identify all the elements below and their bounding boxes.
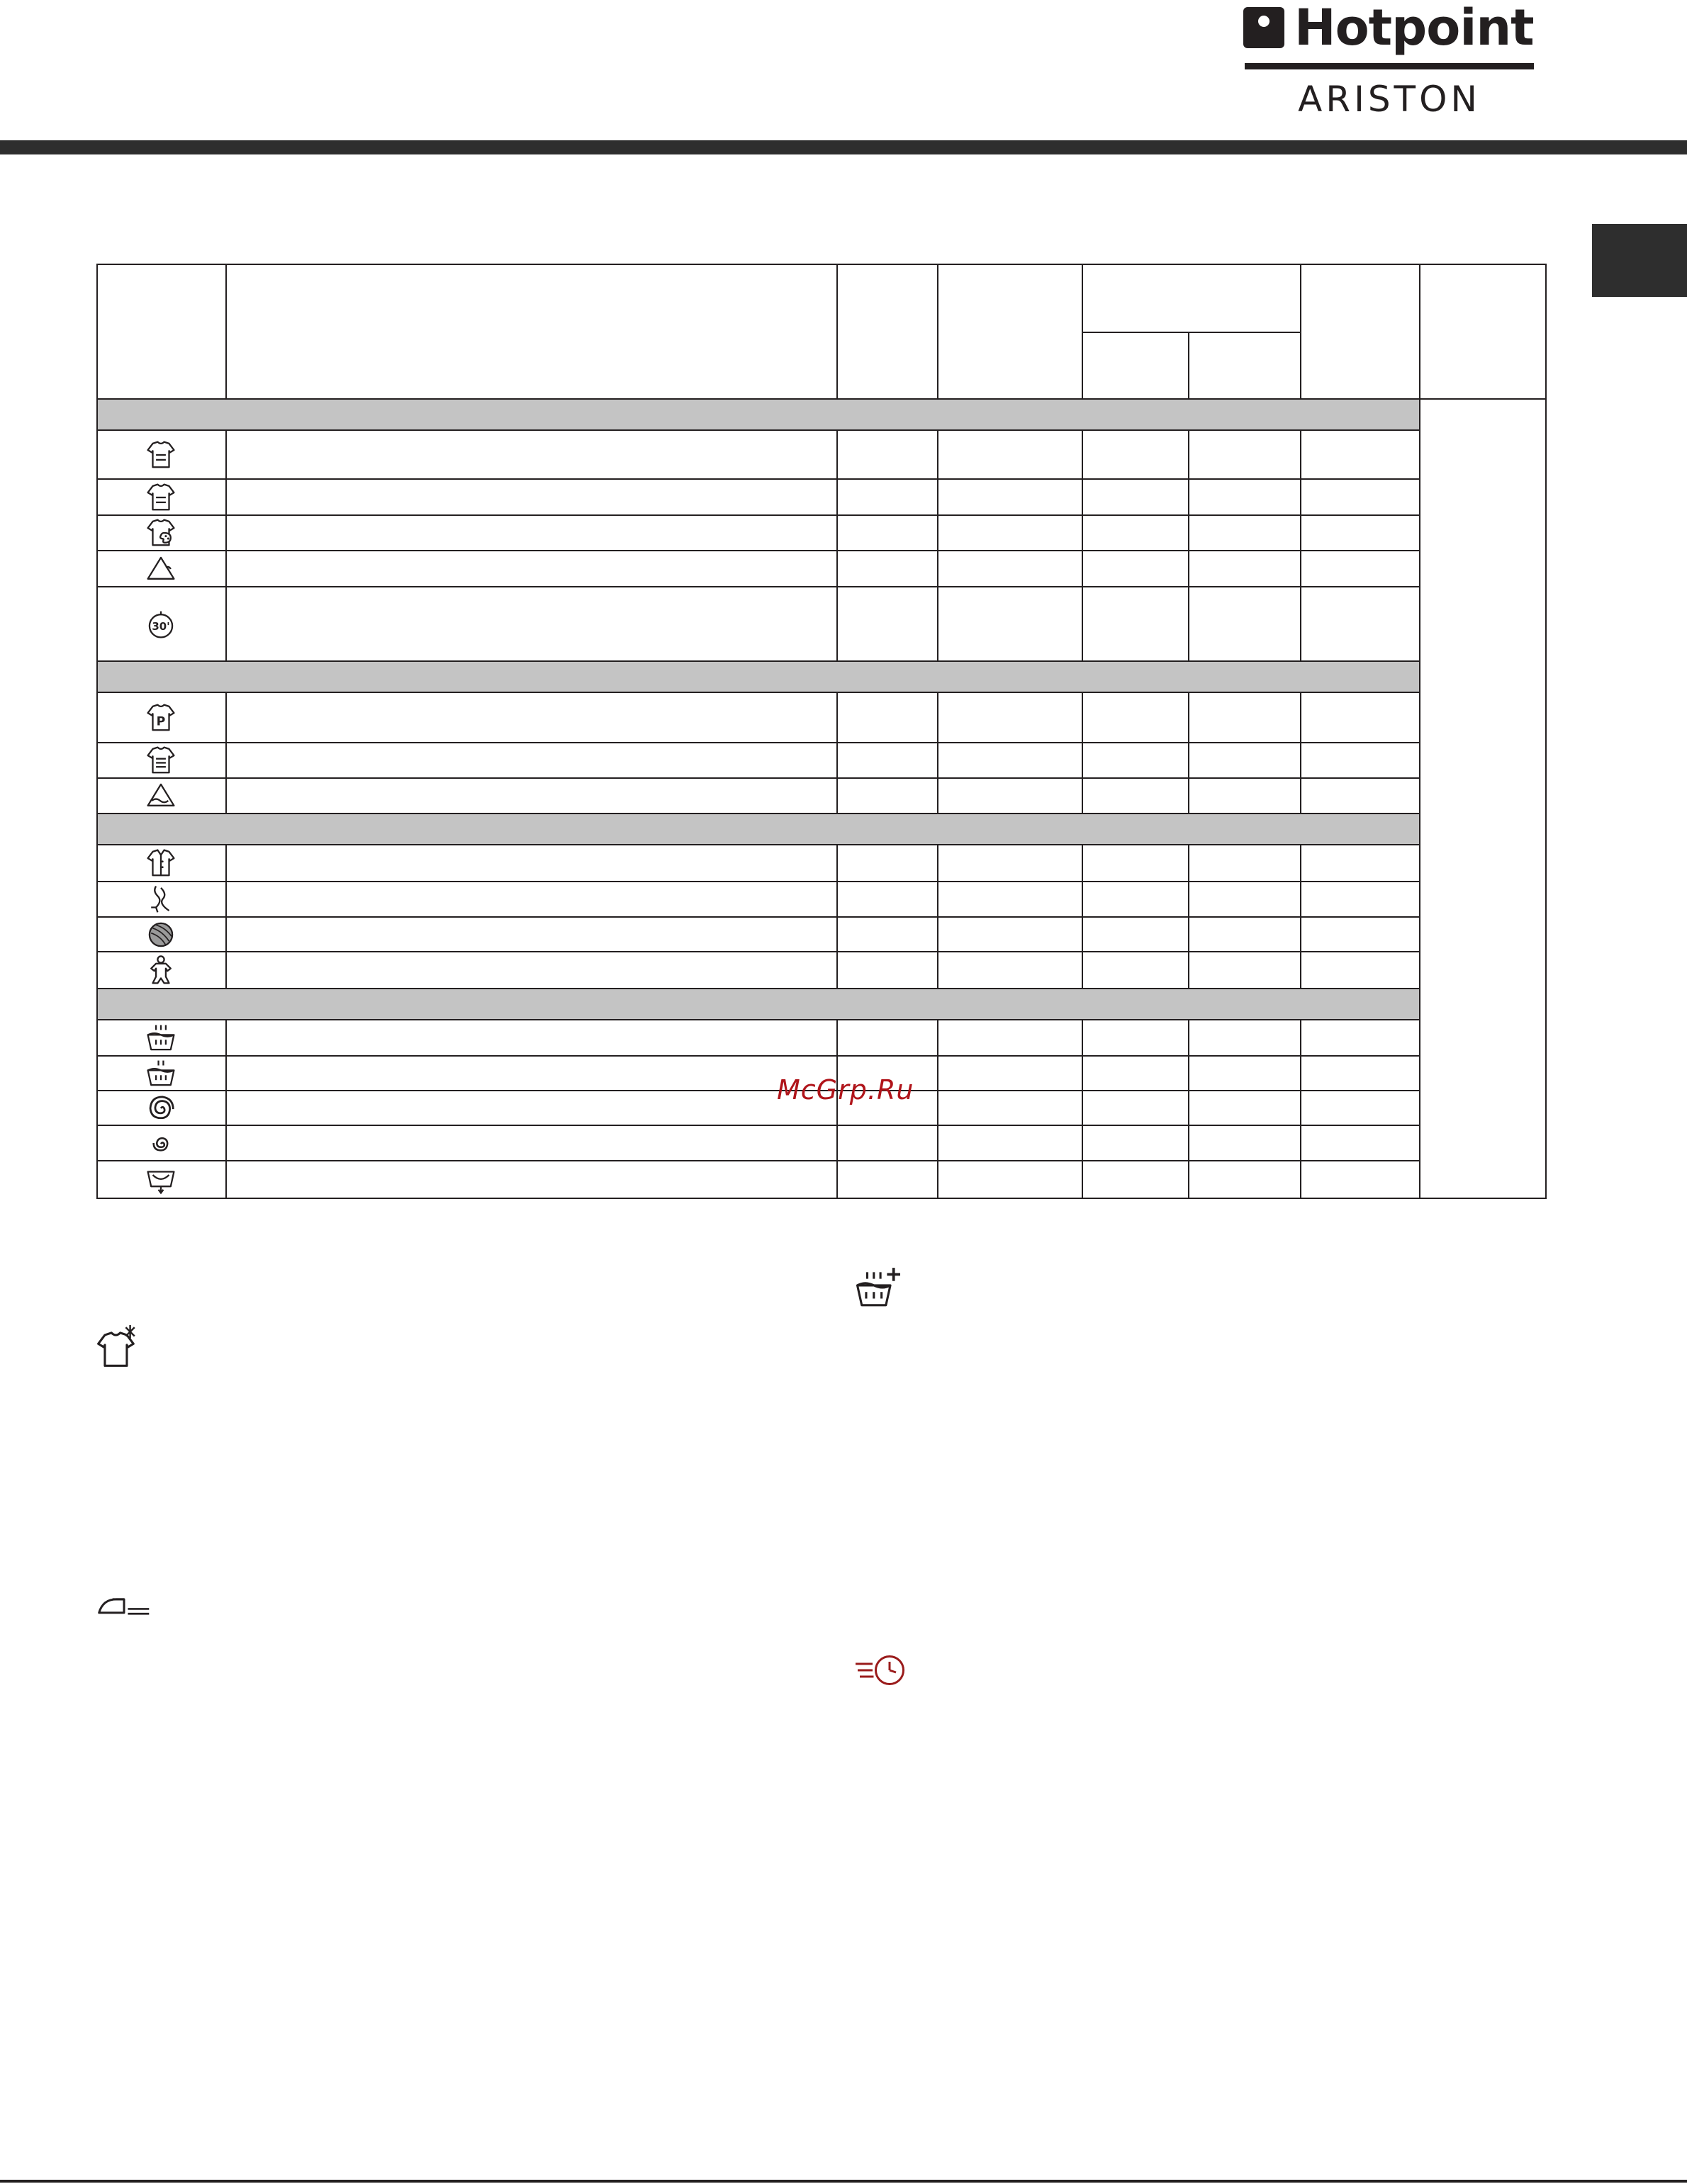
row-rule xyxy=(96,1019,1419,1020)
language-tab xyxy=(1592,224,1687,297)
table-row xyxy=(96,693,225,742)
col-rule xyxy=(1188,1019,1189,1199)
section-band-2 xyxy=(96,662,1419,692)
col-rule xyxy=(937,844,938,989)
col-rule xyxy=(225,264,227,400)
col-rule xyxy=(836,429,838,662)
row-rule xyxy=(96,777,1419,779)
header-bar xyxy=(0,140,1687,154)
tshirt-sparkle-icon xyxy=(95,1325,139,1369)
table-row xyxy=(96,1161,225,1198)
triangle-delicate-icon xyxy=(145,553,177,585)
col-rule xyxy=(1082,429,1083,662)
table-row xyxy=(96,952,225,988)
col-rule xyxy=(1082,844,1083,989)
row-rule xyxy=(96,478,1419,480)
logo-divider xyxy=(1245,63,1534,69)
table-row xyxy=(96,1091,225,1125)
row-rule xyxy=(96,844,1419,845)
row-rule xyxy=(96,514,1419,516)
col-rule xyxy=(1300,1019,1301,1199)
logo-subname: ARISTON xyxy=(1298,79,1481,120)
col-rule xyxy=(1300,692,1301,814)
col-rule xyxy=(1300,264,1301,400)
row-rule xyxy=(96,1125,1419,1126)
section-band-3 xyxy=(96,814,1419,844)
col-rule xyxy=(1188,692,1189,814)
col-rule xyxy=(836,1019,838,1199)
tshirt-lines-icon xyxy=(145,439,177,471)
col-rule xyxy=(937,429,938,662)
table-row xyxy=(96,431,225,478)
table-row xyxy=(96,1126,225,1160)
row-rule xyxy=(96,988,1419,989)
footer-rule xyxy=(0,2180,1687,2183)
col-rule xyxy=(937,264,938,400)
brand-logo xyxy=(1243,0,1535,122)
header-sub-rule xyxy=(1082,332,1300,333)
col-rule xyxy=(225,429,227,662)
table-row xyxy=(96,587,225,660)
row-rule xyxy=(96,742,1419,743)
col-rule xyxy=(1188,332,1189,400)
col-rule xyxy=(1545,264,1547,1199)
table-row xyxy=(96,779,225,813)
row-rule xyxy=(96,916,1419,918)
table-row xyxy=(96,1020,225,1055)
logo-mark xyxy=(1243,7,1284,48)
rinse-basin-light-icon xyxy=(145,1057,177,1090)
drain-icon xyxy=(145,1164,177,1196)
col-rule xyxy=(1082,264,1083,400)
header-bottom-rule xyxy=(96,398,1547,400)
section-band-1 xyxy=(96,400,1419,429)
row-rule xyxy=(96,586,1419,587)
section-band-4 xyxy=(96,989,1419,1019)
silk-scarf-icon xyxy=(145,883,177,916)
logo-top xyxy=(1243,0,1534,55)
tshirt-p-icon xyxy=(145,702,177,734)
table-row xyxy=(96,918,225,951)
row-rule xyxy=(96,550,1419,551)
rinse-basin-icon xyxy=(145,1022,177,1054)
col-rule xyxy=(1188,844,1189,989)
clock-speed-icon xyxy=(853,1651,909,1689)
row-rule xyxy=(96,1090,1419,1091)
col-rule xyxy=(225,692,227,814)
row-rule xyxy=(96,813,1419,814)
col-rule xyxy=(836,264,838,400)
svg-text:30': 30' xyxy=(152,619,170,633)
col-rule xyxy=(937,1019,938,1199)
tshirt-lines-icon xyxy=(145,481,177,514)
col-rule xyxy=(1300,429,1301,662)
row-rule xyxy=(96,881,1419,882)
table-border-top xyxy=(96,264,1547,265)
tshirt-three-lines-icon xyxy=(145,744,177,777)
table-border-bottom xyxy=(96,1198,1547,1199)
shirt-icon xyxy=(145,847,177,879)
watermark: McGrp.Ru xyxy=(777,1074,914,1105)
spin-spiral-small-icon xyxy=(145,1127,177,1159)
table-row xyxy=(96,1057,225,1090)
table-row xyxy=(96,743,225,777)
row-rule xyxy=(96,429,1419,431)
row-rule xyxy=(96,1055,1419,1057)
table-row xyxy=(96,845,225,881)
col-rule xyxy=(937,692,938,814)
basin-extra-rinse-icon xyxy=(853,1266,903,1310)
col-rule xyxy=(225,1019,227,1199)
spin-spiral-icon xyxy=(145,1092,177,1125)
timer-30-icon xyxy=(145,608,177,641)
col-rule xyxy=(1419,264,1420,1199)
row-rule xyxy=(96,951,1419,952)
table-row xyxy=(96,882,225,916)
programme-table xyxy=(96,264,1547,1199)
col-rule xyxy=(1082,692,1083,814)
iron-easy-icon xyxy=(95,1592,153,1619)
col-rule xyxy=(1082,1019,1083,1199)
triangle-wave-icon xyxy=(145,779,177,812)
col-rule xyxy=(225,844,227,989)
wool-ball-icon xyxy=(145,918,177,951)
row-rule xyxy=(96,692,1419,693)
tshirt-colour-palette-icon xyxy=(145,517,177,549)
table-row xyxy=(96,480,225,514)
col-rule xyxy=(836,844,838,989)
row-rule xyxy=(96,1160,1419,1161)
svg-text:P: P xyxy=(156,714,166,728)
row-rule xyxy=(96,660,1419,662)
col-rule xyxy=(836,692,838,814)
baby-garment-icon xyxy=(145,954,177,986)
table-row xyxy=(96,551,225,586)
col-rule xyxy=(1188,429,1189,662)
col-rule xyxy=(1300,844,1301,989)
table-row xyxy=(96,516,225,550)
logo-wordmark: Hotpoint xyxy=(1294,0,1534,57)
